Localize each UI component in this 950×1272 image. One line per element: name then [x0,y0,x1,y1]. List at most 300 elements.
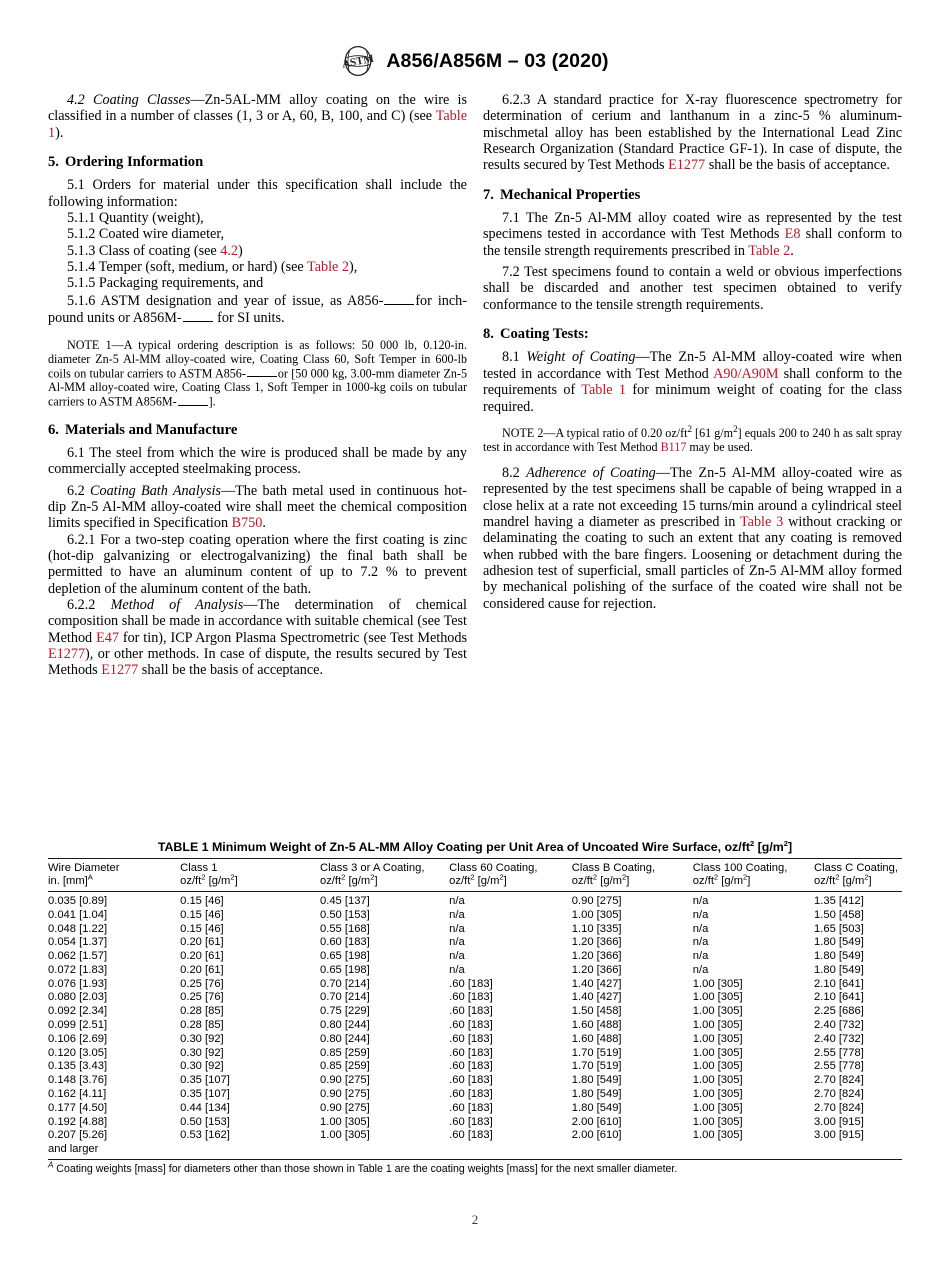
table-cell: 1.00 [305] [571,908,622,921]
column-header-line-1: Class 60 Coating, [449,862,538,874]
table-cell: 1.00 [305] [692,1101,743,1114]
table-cell: 0.80 [244] [319,1019,370,1032]
paragraph-6-2-3-text-b: shall be the basis of acceptance. [705,157,890,174]
paragraph-8-2 [483,465,902,612]
heading-7-number: 7. [483,186,494,203]
heading-7-mechanical-properties [483,187,902,203]
table-cell: 0.53 [162] [180,1129,230,1142]
paragraph-4-2-text-a: —Zn-5AL-MM alloy coating on the wire is classified in a number of classes (1, 3 or A, 60, B, 100, and C) (see [48,92,467,125]
heading-8-coating-tests [483,326,902,342]
table-cell: 0.80 [244] [319,1032,370,1045]
table-cell: .60 [183] [449,1019,493,1032]
table-cell: n/a [692,936,709,949]
table-cell: 0.50 [153] [319,908,370,921]
link-test-methods-e1277[interactable]: E1277 [668,157,706,174]
table-cell: 0.65 [198] [319,950,370,963]
table-cell: 0.080 [2.03] [48,991,108,1004]
paragraph-4-2-title: Coating Classes [93,92,191,108]
table-cell: n/a [449,908,465,921]
table-cell [572,1143,693,1160]
table-cell: 0.75 [229] [319,1005,370,1018]
table-cell: 1.20 [366] [571,936,622,949]
table-cell: 0.30 [92] [180,1046,224,1059]
table-cell: 0.076 [1.93] [48,977,108,990]
link-specification-b750[interactable]: B750 [231,515,263,532]
table-cell: n/a [692,922,709,935]
unit-c: ] [626,875,630,888]
table-cell: 0.85 [259] [319,1060,370,1073]
table-cell: 0.072 [1.83] [48,963,108,976]
column-header-line-2 [692,872,810,888]
table-cell: n/a [692,894,709,907]
unit-a: oz/ft [449,875,471,888]
table-1-caption-sup: 2 [749,838,755,848]
column-header-line-1: Wire Diameter [48,862,120,874]
fill-in-blank [183,309,213,322]
table-cell: 0.25 [76] [180,977,224,990]
table-cell: 1.80 [549] [571,1101,622,1114]
paragraph-6-2-2-text-b: for tin), ICP Argon Plasma Spectrometric (see Test Methods [118,629,467,646]
paragraph-6-2-title: Coating Bath Analysis [90,482,221,499]
table-cell: .60 [183] [449,1115,493,1128]
table-cell: 1.20 [366] [571,963,622,976]
note-1-text-b: or [50 000 kg, 3.00-mm diameter Zn-5 Al-MM alloy-coated wire, Coating Class 1, Soft Temper in 1000-kg coils on tubular carriers to ASTM A856M- [48,366,467,409]
link-test-method-a90-a90m[interactable]: A90/A90M [713,365,779,382]
unit-sup-b: 2 [622,872,627,882]
paragraph-7-1 [483,210,902,259]
paragraph-8-1-text-b: shall conform to the requirements of [483,365,903,399]
table-cell: 0.50 [153] [180,1115,230,1128]
paragraph-6-2-2-number: 6.2.2 [67,597,96,614]
table-cell: n/a [692,908,709,921]
paragraph-5-1: 5.1 Orders for material under this specification shall include the following information: [48,177,467,210]
table-cell: 0.092 [2.34] [48,1005,108,1018]
link-test-method-b117[interactable]: B117 [660,439,687,454]
unit-b: [g/m [718,875,744,888]
unit-sup-a: 2 [592,872,598,882]
table-cell: 1.35 [412] [814,894,864,907]
table-cell: 0.70 [214] [319,991,370,1004]
table-cell: 0.20 [61] [180,950,224,963]
table-row [48,936,902,950]
unit-sup-b: 2 [230,872,235,882]
column-header-line-2 [180,872,316,888]
note-1-label: NOTE 1 [67,337,112,352]
note-2-sup-a: 2 [687,423,692,434]
paragraph-5-1-3 [48,243,467,259]
paragraph-5-1-4-text-b: ), [348,259,358,276]
link-table-1[interactable]: Table 1 [581,382,627,399]
column-header-line-1: Class 1 [180,862,218,874]
heading-8-number: 8. [483,326,494,343]
column-header-line-1: Class C Coating, [814,862,898,874]
paragraph-5-1-6-text-c: for SI units. [213,310,285,327]
paragraph-5-1-5: 5.1.5 Packaging requirements, and [67,275,264,292]
table-1-caption-b: [g/m [754,840,784,854]
table-cell: and larger [48,1143,180,1160]
table-row [48,1019,902,1033]
spacer [483,454,902,465]
heading-6-materials-and-manufacture [48,422,467,438]
table-cell: 2.40 [732] [814,1032,864,1045]
table-cell: 0.55 [168] [319,922,370,935]
table-cell: 2.10 [641] [814,991,864,1004]
paragraph-4-2-text-b: ). [55,124,64,141]
paragraph-6-1: 6.1 The steel from which the wire is produced shall be made by any commercially accepted steelmaking process. [48,444,467,478]
table-cell: 1.80 [549] [814,936,864,949]
table-cell: 3.00 [915] [814,1129,864,1142]
paragraph-6-2-number: 6.2 [67,482,85,499]
column-header-line-1: Class B Coating, [571,862,656,874]
table-cell: 1.70 [519] [571,1060,622,1073]
table-cell: 0.90 [275] [319,1088,370,1101]
heading-5-label: Ordering Information [64,154,204,171]
table-cell: 2.70 [824] [814,1101,864,1114]
paragraph-5-1-3-text-a: 5.1.3 Class of coating (see [67,242,221,259]
fill-in-blank [178,394,208,405]
table-cell: 0.45 [137] [319,894,370,907]
unit-sup-b: 2 [499,872,504,882]
table-cell: 1.00 [305] [692,1129,743,1142]
table-cell: 0.20 [61] [180,936,224,949]
column-header-line-2 [48,872,176,888]
unit-sup-b: 2 [864,872,869,882]
footnote-marker-a[interactable]: A [87,872,93,882]
unit-c: ] [503,875,507,888]
table-row [48,892,902,909]
unit-b: [g/m [205,875,231,888]
table-cell: 1.50 [458] [571,1005,622,1018]
paragraph-8-1 [483,349,902,414]
table-cell: 1.00 [305] [692,1032,743,1045]
link-table-2[interactable]: Table 2 [307,259,349,276]
table-row [48,922,902,936]
note-1-text-a: —A typical ordering description is as follows: 50 000 lb, 0.120-in. diameter Zn-5 Al-MM alloy-coated wire, Coating Class 60, Soft Temper in 600-lb coils on tubular carriers to ASTM A856- [48,337,467,381]
paragraph-7-1-text-c: . [790,242,794,259]
table-cell: 1.80 [549] [571,1088,622,1101]
table-row [48,1074,902,1088]
paragraph-5-1-4 [48,259,467,275]
paragraph-6-2-3 [483,92,902,174]
table-cell: .60 [183] [449,1129,493,1142]
table-cell: 1.00 [305] [692,1060,743,1073]
table-cell: 0.65 [198] [319,963,370,976]
table-cell: 2.70 [824] [814,1088,864,1101]
table-1-caption-c: ] [788,840,793,854]
table-cell: 0.062 [1.57] [48,950,108,963]
table-cell: 1.00 [305] [692,977,743,990]
page-number: 2 [471,1212,479,1227]
table-cell: .60 [183] [449,1101,493,1114]
table-cell: 0.162 [4.11] [48,1088,107,1101]
paragraph-8-2-title: Adherence of Coating [526,465,656,482]
table-cell: n/a [449,936,465,949]
table-cell: 0.15 [46] [180,908,224,921]
column-header-unit: in. [mm] [48,875,88,888]
paragraph-5-1-3-text-b: ) [238,242,243,259]
table-cell: 0.15 [46] [180,894,224,907]
paragraph-6-2-2 [48,597,467,679]
astm-logo-icon [341,44,375,78]
table-cell: .60 [183] [449,1074,493,1087]
table-cell: 1.80 [549] [814,963,864,976]
table-cell: 0.60 [183] [319,936,370,949]
paragraph-7-1-text-b: shall conform to the tensile strength requirements prescribed in [483,226,902,259]
document-designation: A856/A856M – 03 (2020) [386,49,609,72]
table-row [48,1102,902,1116]
column-header-line-2 [814,872,898,888]
table-cell: 0.120 [3.05] [48,1046,108,1059]
table-cell: 1.40 [427] [571,991,622,1004]
document-header [0,44,950,78]
table-cell: 2.40 [732] [814,1019,864,1032]
column-header-class-b [572,859,693,892]
link-table-1[interactable]: Table 1 [48,108,467,141]
note-2-text-a: —A typical ratio of 0.20 oz/ft [543,425,688,440]
table-cell: 2.25 [686] [814,1005,864,1018]
table-cell: 2.00 [610] [571,1129,622,1142]
table-cell: 0.177 [4.50] [48,1101,108,1114]
unit-b: [g/m [597,875,623,888]
unit-b: [g/m [474,875,500,888]
table-row [48,1129,902,1143]
paragraph-6-2-3-text-a: 6.2.3 A standard practice for X-ray fluorescence spectrometry for determination of cerium and lanthanum in a zinc-5 % aluminum-mischmetal alloy has been established by the International Lead Zinc Research Organization (Standard Practice GF-1). In case of dispute, the results secured by Test Methods [483,92,902,174]
column-header-class-1 [180,859,320,892]
table-row [48,991,902,1005]
link-test-methods-e1277-2[interactable]: E1277 [101,662,139,679]
table-cell: 1.00 [305] [692,1074,743,1087]
link-table-3[interactable]: Table 3 [739,514,784,531]
unit-c: ] [747,875,751,888]
table-cell: .60 [183] [449,977,493,990]
paragraph-8-1-title: Weight of Coating [526,349,636,366]
table-1-container [48,840,902,1176]
table-cell: 1.20 [366] [571,950,622,963]
paragraph-8-2-text-a: —The Zn-5 Al-MM alloy-coated wire as represented by the test specimens shall be capable of being wrapped in a close helix at a rate not exceeding 15 turns/min around a cylindrical steel mandrel having a diameter as prescribed in [483,465,903,531]
table-cell: 0.207 [5.26] [48,1129,108,1142]
unit-a: oz/ft [319,875,342,888]
spacer [483,415,902,426]
table-cell: 1.70 [519] [571,1046,622,1059]
unit-a: oz/ft [180,875,202,888]
table-cell: .60 [183] [449,1060,493,1073]
paragraph-8-1-text-c: for minimum weight of coating for the class required. [483,382,902,415]
table-cell: 0.035 [0.89] [48,894,108,907]
unit-sup-b: 2 [370,872,375,882]
table-cell: n/a [692,963,709,976]
fill-in-blank [384,292,414,305]
note-1-text-c: ]. [208,394,216,409]
unit-a: oz/ft [571,875,593,888]
paragraph-5-1-6-text-b: for inch-pound units or A856M- [48,292,468,327]
heading-7-label: Mechanical Properties [499,186,641,203]
table-cell: 1.60 [488] [571,1032,622,1045]
table-cell: 0.106 [2.69] [48,1032,108,1045]
table-cell: 0.44 [134] [180,1101,230,1114]
table-cell: 0.70 [214] [319,977,370,990]
table-cell: 1.80 [549] [814,950,864,963]
table-row [48,1005,902,1019]
table-cell: 0.30 [92] [180,1032,224,1045]
table-cell: .60 [183] [449,1046,493,1059]
table-cell [449,1143,572,1160]
table-cell: 1.80 [549] [571,1074,622,1087]
table-cell: 0.85 [259] [319,1046,370,1059]
table-row [48,1060,902,1074]
heading-6-label: Materials and Manufacture [64,421,238,438]
note-2-sup-b: 2 [733,423,738,434]
unit-c: ] [234,875,238,888]
table-cell: 2.10 [641] [814,977,864,990]
table-cell: 0.90 [275] [319,1101,370,1114]
table-row [48,1033,902,1047]
paragraph-6-2-2-text-d: shall be the basis of acceptance. [138,662,323,679]
table-cell: 1.00 [305] [692,1019,743,1032]
paragraph-8-2-number: 8.2 [502,465,520,482]
left-column [48,92,467,679]
table-cell: 1.00 [305] [692,991,743,1004]
unit-sup-a: 2 [341,872,346,882]
table-cell: n/a [449,963,465,976]
unit-a: oz/ft [692,875,714,888]
table-cell: 0.192 [4.88] [48,1115,108,1128]
table-cell: 1.00 [305] [319,1115,370,1128]
table-1-caption-a: TABLE 1 Minimum Weight of Zn-5 AL-MM Alloy Coating per Unit Area of Uncoated Wire Surface, oz/ft [157,840,750,854]
right-column [483,92,902,612]
column-header-line-1: Class 3 or A Coating, [319,862,425,874]
unit-c: ] [868,875,872,888]
table-cell: .60 [183] [449,1032,493,1045]
table-cell: 1.00 [305] [692,1046,743,1059]
table-cell: 0.35 [107] [180,1074,230,1087]
table-cell: 2.55 [778] [814,1060,864,1073]
column-header-class-100 [693,859,814,892]
table-1-body [48,892,902,1160]
table-row [48,977,902,991]
footnote-marker-a: A [48,1160,54,1170]
table-cell: 3.00 [915] [814,1115,864,1128]
table-cell [320,1143,449,1160]
table-cell: 1.00 [305] [692,1115,743,1128]
table-1-caption [48,840,902,858]
paragraph-6-2-text-b: . [262,515,266,532]
column-header-line-2 [449,872,568,888]
column-header-class-3-or-a [320,859,449,892]
table-row [48,908,902,922]
table-cell: 1.50 [458] [814,908,864,921]
table-cell: n/a [449,894,465,907]
paragraph-8-1-text-a: —The Zn-5 Al-MM alloy-coated wire when tested in accordance with Test Method [483,349,903,382]
table-cell: 1.00 [305] [692,1005,743,1018]
table-cell: 0.054 [1.37] [48,936,108,949]
column-header-line-2 [571,872,689,888]
table-row [48,950,902,964]
column-header-line-1: Class 100 Coating, [692,862,788,874]
table-cell: 2.70 [824] [814,1074,864,1087]
table-row [48,964,902,978]
table-cell: 0.048 [1.22] [48,922,108,935]
paragraph-7-2: 7.2 Test specimens found to contain a weld or obvious imperfections shall be discarded and another test specimen obtained to verify conformance to the tensile strength requirements. [483,264,902,313]
footnote-text: Coating weights [mass] for diameters other than those shown in Table 1 are the coating weights [mass] for the next smaller diameter. [53,1162,678,1175]
table-cell: 0.20 [61] [180,963,224,976]
table-cell: 0.35 [107] [180,1088,230,1101]
link-test-method-e47[interactable]: E47 [96,629,119,646]
table-cell: n/a [692,950,709,963]
spacer [48,327,467,338]
table-1-footnote [48,1160,902,1176]
note-2-label: NOTE 2 [502,425,544,440]
paragraph-5-1-2: 5.1.2 Coated wire diameter, [67,226,225,243]
heading-6-number: 6. [48,421,59,438]
paragraph-5-1-1: 5.1.1 Quantity (weight), [67,210,204,227]
note-2-text-d: may be used. [686,439,753,454]
table-cell: .60 [183] [449,1005,493,1018]
link-test-methods-e8[interactable]: E8 [784,226,801,243]
table-cell: 1.10 [335] [571,922,622,935]
paragraph-5-1-6 [48,292,467,327]
table-cell [693,1143,814,1160]
table-cell: .60 [183] [449,991,493,1004]
table-cell: 1.00 [305] [319,1129,370,1142]
fill-in-blank [247,366,277,377]
link-section-4-2[interactable]: 4.2 [220,242,239,259]
table-cell: 0.30 [92] [180,1060,224,1073]
table-cell [814,1143,902,1160]
unit-sup-a: 2 [835,872,840,882]
paragraph-4-2 [48,92,467,141]
table-cell: 1.60 [488] [571,1019,622,1032]
table-cell: n/a [449,922,465,935]
unit-b: [g/m [839,875,865,888]
table-cell: 0.041 [1.04] [48,908,108,921]
table-cell: 0.135 [3.43] [48,1060,108,1073]
unit-b: [g/m [345,875,371,888]
unit-sup-a: 2 [201,872,206,882]
table-cell: n/a [449,950,465,963]
table-cell: 0.15 [46] [180,922,224,935]
table-1-head [48,859,902,892]
table-cell: 0.90 [275] [319,1074,370,1087]
table-row [48,1143,902,1160]
paragraph-6-2-1: 6.2.1 For a two-step coating operation where the first coating is zinc (hot-dip galvanizing or electrogalvanizing) the final bath shall be permitted to have an aluminum content of up to 7.2 % to prevent depletion of the aluminum content of the bath. [48,531,467,597]
table-row [48,1046,902,1060]
unit-c: ] [374,875,378,888]
paragraph-6-2-2-text-c: ), or other methods. In case of dispute, the results secured by Test Methods [48,646,467,679]
heading-8-label: Coating Tests: [499,326,589,343]
svg-text:ASTM: ASTM [341,52,376,71]
note-1 [48,338,467,409]
paragraph-4-2-number: 4.2 [67,92,85,108]
table-cell: 1.40 [427] [571,977,622,990]
table-cell: 1.65 [503] [814,922,864,935]
link-table-2[interactable]: Table 2 [748,242,791,259]
paragraph-5-1-6-text-a: 5.1.6 ASTM designation and year of issue, as A856- [67,292,384,309]
paragraph-5-1-4-text-a: 5.1.4 Temper (soft, medium, or hard) (see [67,259,308,276]
table-1-caption-sup2: 2 [783,838,789,848]
paragraph-8-2-text-b: without cracking or delaminating the coating to such an extent that any coating is removed when rubbed with the bare fingers. Loosening or detachment during the adhesion test of superficial, small particles of Zn-5 Al-MM alloy formed by mechanical polishing of the surface of the coated wire shall not be considered cause for rejection. [483,514,902,612]
note-2 [483,423,903,454]
table-cell: 0.28 [85] [180,1019,224,1032]
paragraph-6-2-text-a: —The bath metal used in continuous hot-dip Zn-5 Al-MM alloy-coated wire shall meet the chemical composition limits specified in Specification [48,482,468,532]
note-2-text-c: ] equals 200 to 240 h as salt spray test in accordance with Test Method [483,425,903,454]
link-test-methods-e1277[interactable]: E1277 [48,646,86,663]
unit-sup-b: 2 [743,872,748,882]
note-2-text-b: [61 g/m [691,425,734,440]
table-1-header-row [48,859,902,892]
table-row [48,1115,902,1129]
table-1 [48,858,902,1160]
unit-a: oz/ft [814,875,836,888]
